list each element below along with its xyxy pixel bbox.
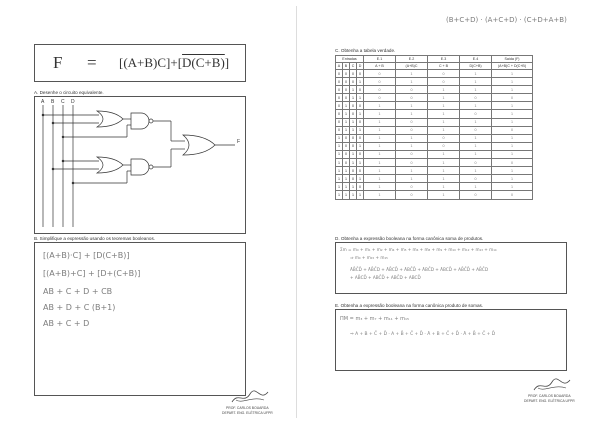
section-a-label: A. Desenhe o circuito equivalente. (34, 90, 104, 95)
output-label: F (237, 139, 241, 145)
input-cell: 0 (350, 175, 357, 183)
value-cell: 1 (364, 142, 396, 150)
value-cell: 0 (396, 126, 428, 134)
table-row (336, 159, 533, 167)
input-cell: 1 (343, 110, 350, 118)
table-row (336, 167, 533, 175)
input-cell: 0 (350, 167, 357, 175)
sop-frame (335, 242, 567, 294)
table-row (336, 86, 533, 94)
value-cell: 0 (460, 126, 492, 134)
input-cell: 1 (336, 134, 343, 142)
value-cell: 0 (460, 159, 492, 167)
table-row (336, 118, 533, 126)
value-cell: 1 (428, 86, 460, 94)
input-cell: 1 (343, 102, 350, 110)
table-row (336, 183, 533, 191)
th-saida: Saída (F) (492, 56, 533, 63)
sub-a: A (336, 63, 343, 70)
table-row (336, 134, 533, 142)
value-cell: 0 (492, 94, 533, 102)
sub-e1: A + B (364, 63, 396, 70)
input-label-a: A (41, 99, 45, 105)
input-label-c: C (61, 99, 65, 105)
input-cell: 0 (336, 78, 343, 86)
input-cell: 0 (350, 102, 357, 110)
value-cell: 1 (396, 167, 428, 175)
value-cell: 1 (364, 159, 396, 167)
input-cell: 0 (343, 70, 350, 78)
value-cell: 1 (364, 175, 396, 183)
pos-line-1: ΠM = m₃ + m₇ + m₁₁ + m₁₅ (340, 316, 410, 322)
input-cell: 0 (357, 118, 364, 126)
input-cell: 1 (343, 126, 350, 134)
value-cell: 1 (460, 183, 492, 191)
pos-line-2: ⇒ A + B + C̄ + D̄ · A + B̄ + C̄ + D̄ · Ā + B + C̄ + D̄ · Ā + B̄ + C̄ + D̄ (350, 332, 496, 337)
value-cell: 1 (364, 102, 396, 110)
value-cell: 0 (492, 191, 533, 199)
sub-saida: (A+B)C + D(C+B) (492, 63, 533, 70)
signature-right-dept: DEPART. ENG. ELÉTRICA UFPR (524, 399, 575, 403)
value-cell: 1 (396, 134, 428, 142)
input-cell: 0 (357, 150, 364, 158)
right-page (304, 6, 596, 418)
value-cell: 1 (492, 167, 533, 175)
value-cell: 1 (428, 183, 460, 191)
value-cell: 1 (428, 167, 460, 175)
value-cell: 0 (428, 142, 460, 150)
input-cell: 1 (350, 183, 357, 191)
sub-c: C (350, 63, 357, 70)
value-cell: 0 (396, 86, 428, 94)
table-row (336, 70, 533, 78)
input-cell: 0 (336, 118, 343, 126)
input-cell: 0 (336, 70, 343, 78)
input-cell: 1 (343, 118, 350, 126)
value-cell: 0 (460, 110, 492, 118)
value-cell: 1 (428, 175, 460, 183)
formula-rhs: [(A+B)C]+[D(C+B)] (119, 55, 230, 70)
table-row (336, 175, 533, 183)
input-cell: 0 (343, 159, 350, 167)
value-cell: 1 (364, 118, 396, 126)
input-cell: 0 (343, 150, 350, 158)
input-cell: 1 (336, 167, 343, 175)
value-cell: 1 (492, 70, 533, 78)
formula-box (34, 44, 246, 82)
value-cell: 1 (428, 110, 460, 118)
value-cell: 0 (428, 78, 460, 86)
value-cell: 1 (428, 191, 460, 199)
sub-e2: (A+B)C (396, 63, 428, 70)
sub-e3: C + B (428, 63, 460, 70)
input-cell: 0 (357, 102, 364, 110)
signature-left (230, 390, 270, 406)
value-cell: 0 (428, 70, 460, 78)
sop-line-2: ⇒ m₀ + m₁₅ + m₁₅ (350, 255, 388, 260)
formula-F: F (53, 53, 63, 72)
simplification-frame (34, 242, 246, 396)
input-cell: 1 (357, 142, 364, 150)
input-cell: 0 (357, 70, 364, 78)
circuit-frame (34, 96, 246, 234)
value-cell: 0 (460, 175, 492, 183)
input-cell: 0 (357, 86, 364, 94)
th-e3: E.3 (428, 56, 460, 63)
sop-line-1: Σm = m₀ + m₁ + m₂ + m₄ + m₅ + m₆ + m₈ + m₉ + m₁₀ + m₁₂ + m₁₃ + m₁₄ (340, 247, 497, 252)
th-e4: E.4 (460, 56, 492, 63)
input-cell: 1 (357, 191, 364, 199)
value-cell: 1 (364, 110, 396, 118)
value-cell: 1 (428, 118, 460, 126)
sop-line-4: + AB̄CD̄ + ABC̄D̄ + ABC̄D + ABCD̄ (350, 275, 421, 280)
value-cell: 1 (364, 167, 396, 175)
value-cell: 1 (492, 86, 533, 94)
value-cell: 0 (396, 191, 428, 199)
pos-frame (335, 309, 567, 371)
value-cell: 0 (428, 134, 460, 142)
value-cell: 0 (396, 118, 428, 126)
signature-left-name: PROF. CARLOS BOUARDA (226, 406, 269, 410)
input-cell: 0 (350, 70, 357, 78)
simplification-line-5: AB + C + D (43, 319, 90, 328)
truth-table (335, 55, 533, 200)
value-cell: 1 (364, 183, 396, 191)
sub-b: B (343, 63, 350, 70)
input-cell: 1 (350, 118, 357, 126)
value-cell: 0 (396, 150, 428, 158)
value-cell: 1 (492, 78, 533, 86)
value-cell: 0 (364, 94, 396, 102)
input-label-b: B (51, 99, 55, 105)
th-entradas: Entradas (336, 56, 364, 63)
value-cell: 1 (396, 70, 428, 78)
value-cell: 1 (460, 142, 492, 150)
input-cell: 0 (357, 134, 364, 142)
value-cell: 1 (364, 150, 396, 158)
input-cell: 0 (350, 110, 357, 118)
input-cell: 1 (350, 191, 357, 199)
table-row (336, 191, 533, 199)
input-cell: 1 (357, 78, 364, 86)
input-cell: 1 (336, 191, 343, 199)
th-e1: E.1 (364, 56, 396, 63)
table-row (336, 78, 533, 86)
left-page (4, 6, 297, 418)
input-cell: 0 (336, 86, 343, 94)
input-cell: 1 (350, 150, 357, 158)
value-cell: 1 (364, 134, 396, 142)
input-cell: 1 (357, 175, 364, 183)
value-cell: 1 (364, 191, 396, 199)
value-cell: 1 (492, 183, 533, 191)
input-cell: 0 (357, 183, 364, 191)
input-cell: 1 (336, 183, 343, 191)
section-e-label: E. Obtenha a expressão booleana na forma canônica produto de somas. (335, 303, 484, 308)
table-row (336, 94, 533, 102)
value-cell: 1 (396, 175, 428, 183)
input-cell: 1 (343, 175, 350, 183)
simplification-line-2: [(A+B)+C] + [D+(C+B)] (43, 269, 141, 278)
input-cell: 1 (357, 126, 364, 134)
table-row (336, 126, 533, 134)
input-cell: 1 (336, 150, 343, 158)
input-cell: 1 (336, 159, 343, 167)
value-cell: 1 (492, 142, 533, 150)
input-label-d: D (71, 99, 75, 105)
simplification-line-4: AB + D + C (B+1) (43, 303, 116, 312)
section-b-label: B. Simplifique a expressão usando os teoremas booleanos. (34, 236, 156, 241)
value-cell: 1 (396, 102, 428, 110)
section-d-label: D. Obtenha a expressão booleana na forma canônica soma de produtos. (335, 236, 484, 241)
value-cell: 1 (460, 150, 492, 158)
right-header-handwriting: (B+C+D) · (A+C+D) · (C+D+A+B) (446, 16, 567, 24)
input-cell: 1 (350, 159, 357, 167)
value-cell: 1 (460, 134, 492, 142)
signature-right (532, 378, 572, 394)
input-cell: 0 (343, 142, 350, 150)
input-cell: 1 (343, 191, 350, 199)
input-cell: 1 (343, 183, 350, 191)
value-cell: 1 (492, 118, 533, 126)
table-row (336, 142, 533, 150)
input-cell: 1 (357, 110, 364, 118)
simplification-line-3: AB + C + D + CB (43, 287, 113, 296)
input-cell: 1 (350, 86, 357, 94)
sop-line-3: ĀB̄C̄D̄ + ĀB̄C̄D + ĀB̄CD̄ + ĀBC̄D̄ + ĀBC̄D + ĀBCD̄ + AB̄C̄D̄ + AB̄C̄D (350, 267, 489, 272)
input-cell: 0 (336, 94, 343, 102)
value-cell: 1 (396, 110, 428, 118)
value-cell: 0 (396, 159, 428, 167)
input-cell: 0 (343, 78, 350, 86)
value-cell: 1 (428, 150, 460, 158)
value-cell: 1 (492, 175, 533, 183)
value-cell: 0 (364, 78, 396, 86)
input-cell: 0 (343, 86, 350, 94)
input-cell: 0 (350, 78, 357, 86)
input-cell: 0 (336, 126, 343, 134)
input-cell: 1 (343, 167, 350, 175)
value-cell: 0 (492, 126, 533, 134)
value-cell: 1 (460, 86, 492, 94)
value-cell: 1 (492, 110, 533, 118)
value-cell: 1 (364, 126, 396, 134)
input-cell: 0 (350, 134, 357, 142)
value-cell: 1 (492, 102, 533, 110)
value-cell: 1 (396, 142, 428, 150)
input-cell: 1 (350, 126, 357, 134)
sub-d: D (357, 63, 364, 70)
value-cell: 0 (364, 86, 396, 94)
th-e2: E.2 (396, 56, 428, 63)
section-c-label: C. Obtenha a tabela verdade. (335, 48, 396, 53)
input-cell: 1 (357, 94, 364, 102)
simplification-line-1: [(A+B)·C] + [D(C+B)] (43, 251, 130, 260)
value-cell: 1 (492, 150, 533, 158)
input-cell: 0 (350, 142, 357, 150)
table-row (336, 150, 533, 158)
signature-right-name: PROF. CARLOS BOUARDA (528, 394, 571, 398)
value-cell: 1 (460, 102, 492, 110)
value-cell: 1 (428, 159, 460, 167)
value-cell: 0 (460, 191, 492, 199)
input-cell: 1 (336, 142, 343, 150)
value-cell: 0 (364, 70, 396, 78)
value-cell: 1 (460, 78, 492, 86)
input-cell: 1 (357, 159, 364, 167)
circuit-diagram (35, 97, 245, 233)
input-cell: 0 (343, 134, 350, 142)
sub-e4: D(C+B) (460, 63, 492, 70)
value-cell: 0 (492, 159, 533, 167)
input-cell: 0 (343, 94, 350, 102)
value-cell: 0 (396, 183, 428, 191)
value-cell: 1 (492, 134, 533, 142)
input-cell: 0 (336, 110, 343, 118)
input-cell: 1 (350, 94, 357, 102)
input-cell: 0 (357, 167, 364, 175)
value-cell: 0 (460, 94, 492, 102)
value-cell: 1 (428, 126, 460, 134)
signature-left-dept: DEPART. ENG. ELÉTRICA UFPR (222, 411, 273, 415)
value-cell: 0 (396, 94, 428, 102)
formula-equals: = (87, 53, 97, 72)
value-cell: 1 (460, 167, 492, 175)
value-cell: 1 (460, 70, 492, 78)
table-row (336, 110, 533, 118)
value-cell: 1 (428, 102, 460, 110)
table-row (336, 102, 533, 110)
input-cell: 1 (336, 175, 343, 183)
input-cell: 0 (336, 102, 343, 110)
value-cell: 1 (460, 118, 492, 126)
value-cell: 1 (396, 78, 428, 86)
value-cell: 1 (428, 94, 460, 102)
